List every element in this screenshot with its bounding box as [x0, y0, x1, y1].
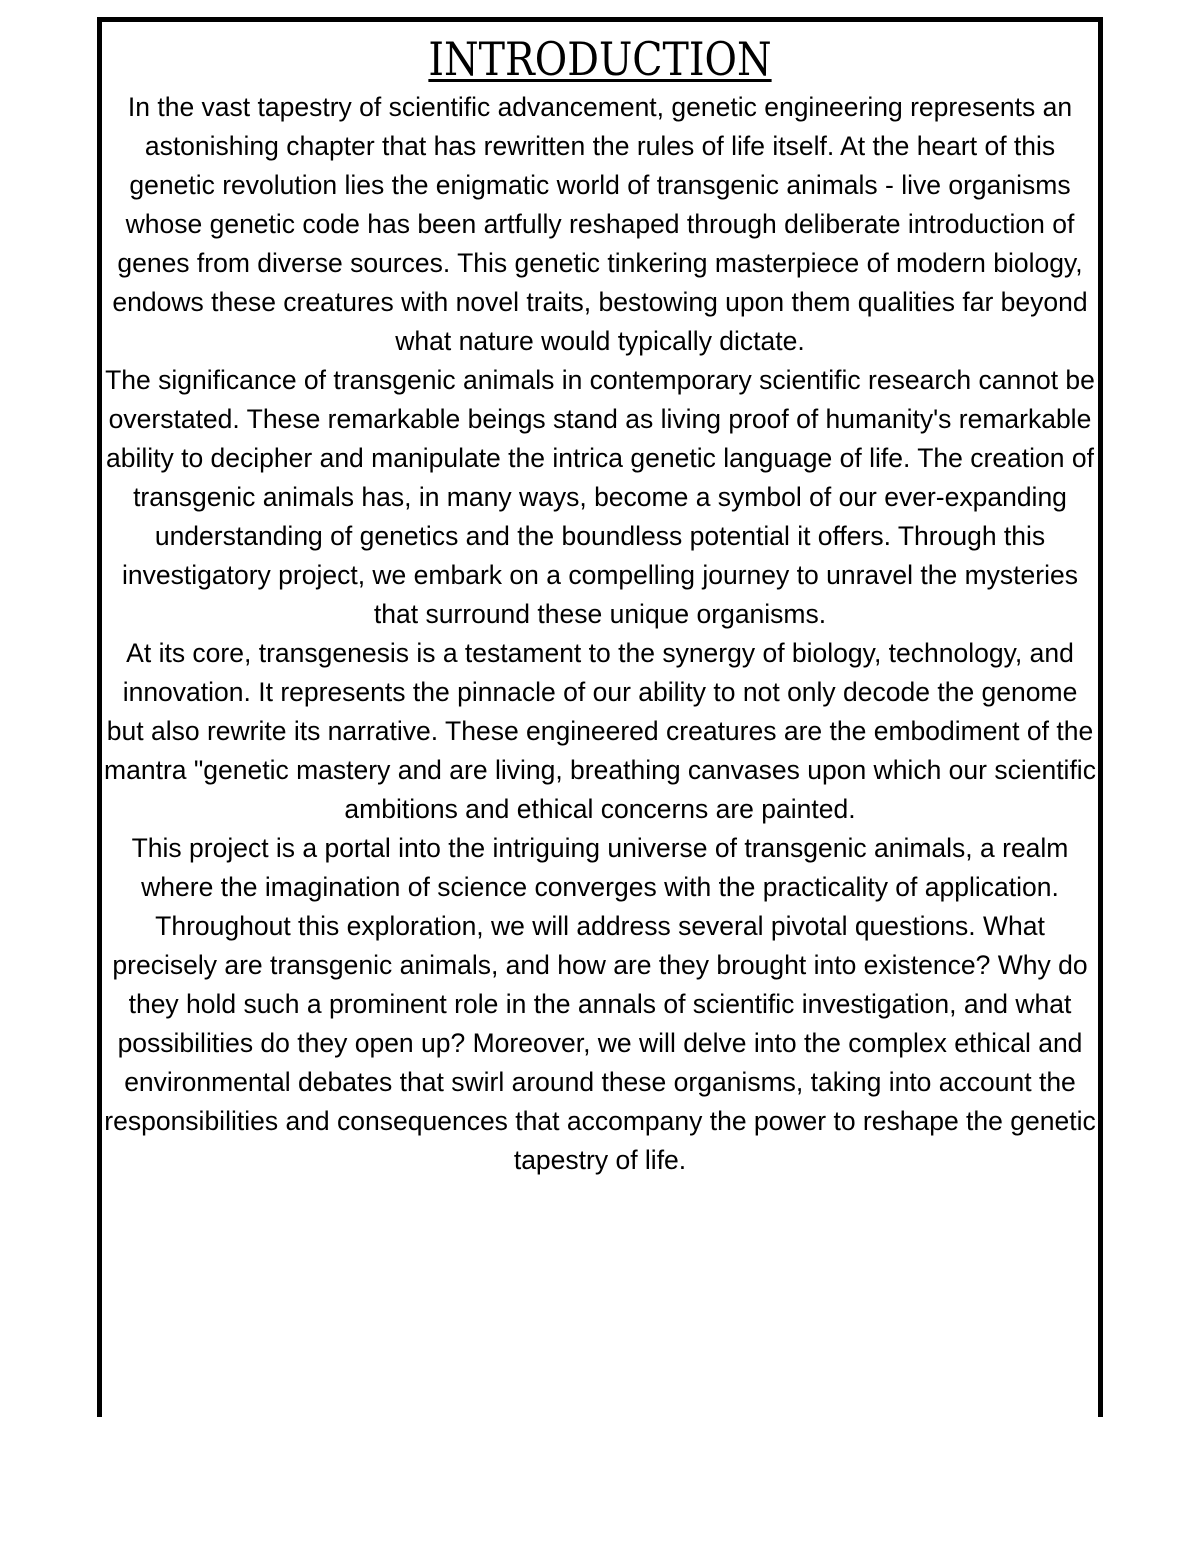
- intro-paragraph-4: This project is a portal into the intriguing universe of transgenic animals, a realm where the imagination of science converges with the practicality of application. Throughout this exploration, we will address several pivotal questions. What precisely are transgenic animals, and how are they brought into existence? Why do they hold such a prominent role in the annals of scientific investigation, and what possibilities do they open up? Moreover, we will delve into the complex ethical and environmental debates that swirl around these organisms, taking into account the responsibilities and consequences that accompany the power to reshape the genetic tapestry of life.: [104, 833, 1096, 1175]
- document-body: [102, 22, 1098, 1180]
- intro-paragraph-3: At its core, transgenesis is a testament to the synergy of biology, technology, and innovation. It represents the pinnacle of our ability to not only decode the genome but also rewrite its narrative. These engineered creatures are the embodiment of the mantra "genetic mastery and are living, breathing canvases upon which our scientific ambitions and ethical concerns are painted.: [104, 638, 1096, 824]
- intro-paragraph-2: The significance of transgenic animals in contemporary scientific research cannot be overstated. These remarkable beings stand as living proof of humanity's remarkable ability to decipher and manipulate the intrica genetic language of life. The creation of transgenic animals has, in many ways, become a symbol of our ever-expanding understanding of genetics and the boundless potential it offers. Through this investigatory project, we embark on a compelling journey to unravel the mysteries that surround these unique organisms.: [105, 365, 1095, 629]
- intro-paragraph-1: In the vast tapestry of scientific advancement, genetic engineering represents an astonishing chapter that has rewritten the rules of life itself. At the heart of this genetic revolution lies the enigmatic world of transgenic animals - live organisms whose genetic code has been artfully reshaped through deliberate introduction of genes from diverse sources. This genetic tinkering masterpiece of modern biology, endows these creatures with novel traits, bestowing upon them qualities far beyond what nature would typically dictate.: [112, 92, 1088, 356]
- page-title: INTRODUCTION: [428, 32, 772, 86]
